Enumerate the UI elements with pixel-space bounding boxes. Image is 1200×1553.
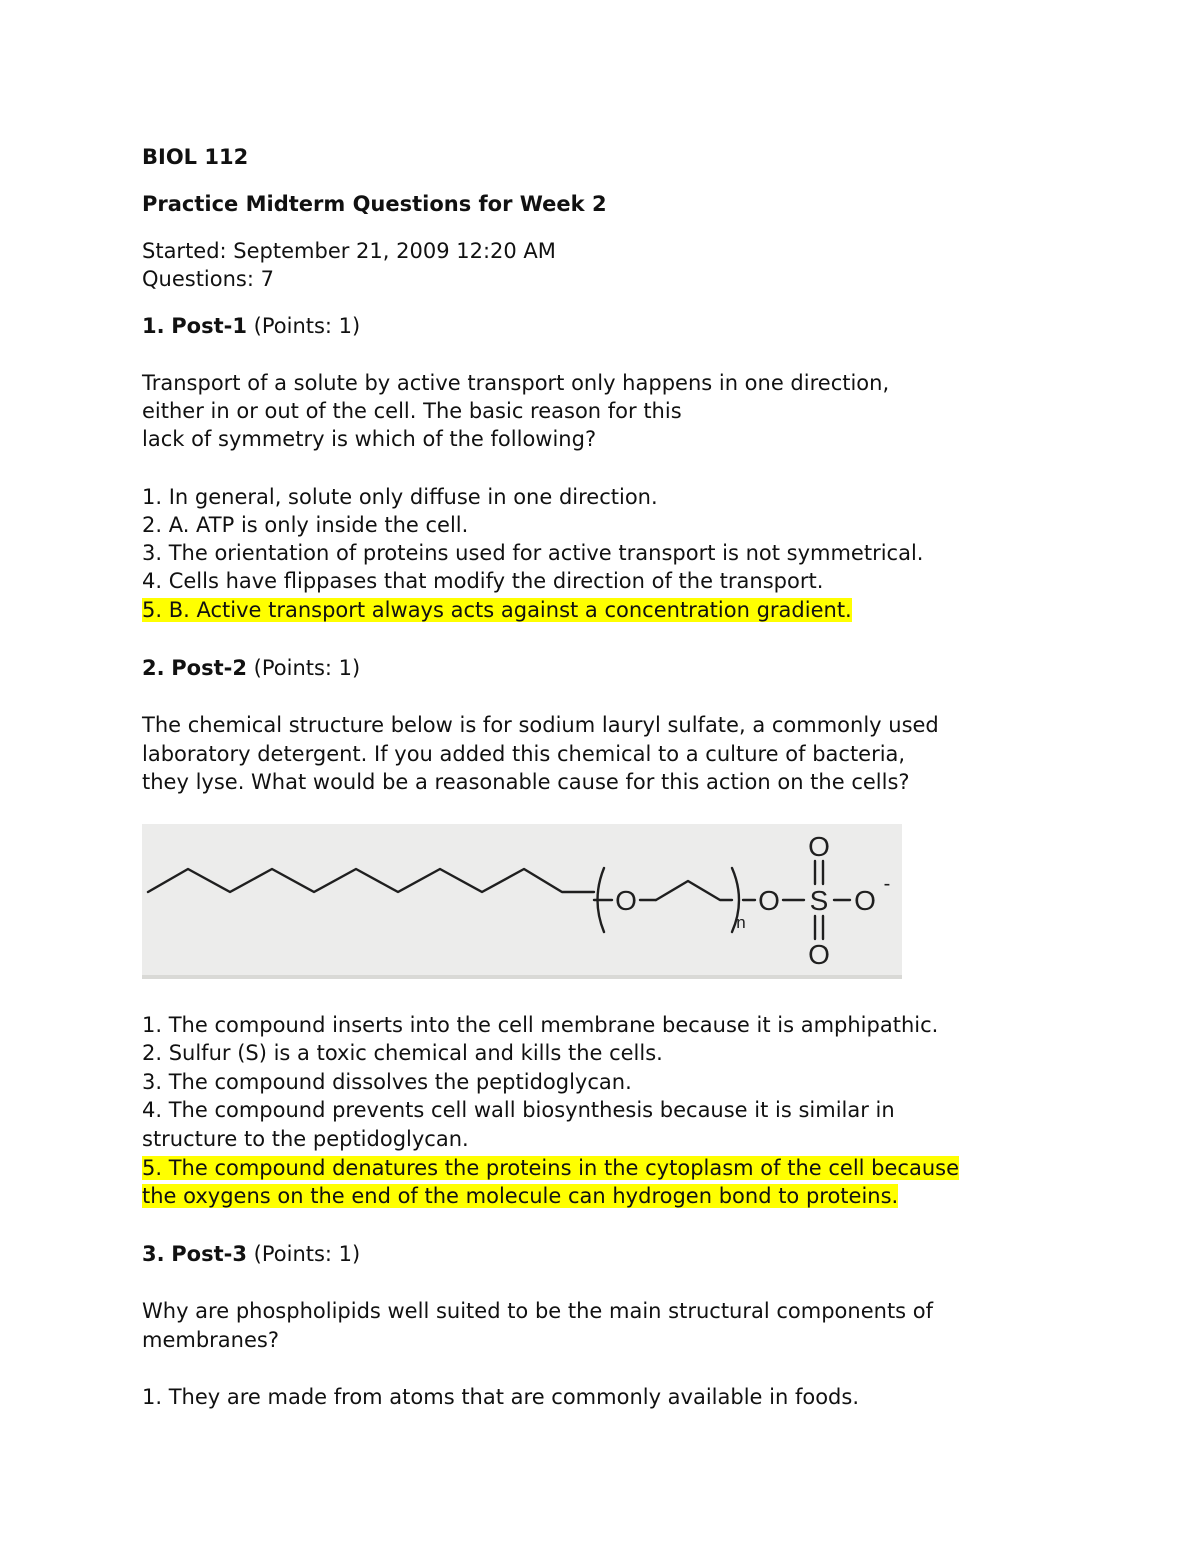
highlighted-answer: 5. The compound denatures the proteins in the cytoplasm of the cell because	[142, 1156, 960, 1180]
question-2-answer-highlighted	[142, 1154, 959, 1182]
question-count: Questions: 7	[142, 267, 274, 291]
question-1-option: 1. In general, solute only diffuse in one direction.	[142, 485, 658, 509]
question-2-option: 1. The compound inserts into the cell membrane because it is amphipathic.	[142, 1013, 939, 1037]
question-2-prompt: The chemical structure below is for sodium lauryl sulfate, a commonly used	[142, 713, 939, 737]
question-1-prompt: either in or out of the cell. The basic reason for this	[142, 399, 682, 423]
page-title: Practice Midterm Questions for Week 2	[142, 192, 607, 216]
question-1-prompt: Transport of a solute by active transport only happens in one direction,	[142, 371, 890, 395]
question-2-heading	[142, 654, 360, 682]
started-info: Started: September 21, 2009 12:20 AM	[142, 239, 556, 263]
question-3-option: 1. They are made from atoms that are commonly available in foods.	[142, 1385, 860, 1409]
highlighted-answer: 5. B. Active transport always acts against a concentration gradient.	[142, 598, 852, 622]
question-1-prompt: lack of symmetry is which of the following?	[142, 427, 597, 451]
oxygen-atom-label: O	[615, 885, 637, 916]
oxygen-atom-label: O	[758, 885, 780, 916]
question-number: 3.	[142, 1242, 165, 1266]
sodium-lauryl-sulfate-structure	[142, 824, 902, 979]
question-2-prompt: they lyse. What would be a reasonable cause for this action on the cells?	[142, 770, 910, 794]
question-2-prompt: laboratory detergent. If you added this chemical to a culture of bacteria,	[142, 742, 906, 766]
question-3-prompt: Why are phospholipids well suited to be the main structural components of	[142, 1299, 934, 1323]
question-name: Post-2	[171, 656, 247, 680]
question-name: Post-1	[171, 314, 247, 338]
oxygen-atom-label: O	[808, 939, 830, 970]
subscript-n-label: n	[736, 913, 746, 932]
question-3-prompt: membranes?	[142, 1328, 279, 1352]
ethoxy-chain	[656, 881, 732, 900]
question-points: (Points: 1)	[253, 1242, 361, 1266]
question-2-option: 3. The compound dissolves the peptidoglycan.	[142, 1070, 632, 1094]
negative-charge-label: -	[883, 873, 891, 895]
question-number: 2.	[142, 656, 165, 680]
highlighted-answer: the oxygens on the end of the molecule can hydrogen bond to proteins.	[142, 1184, 899, 1208]
question-3-heading	[142, 1240, 360, 1268]
question-2-option: 4. The compound prevents cell wall biosynthesis because it is similar in	[142, 1098, 895, 1122]
alkyl-chain	[148, 869, 594, 892]
question-2-answer-highlighted	[142, 1182, 898, 1210]
question-1-heading	[142, 312, 360, 340]
question-1-answer-highlighted	[142, 596, 852, 624]
question-name: Post-3	[171, 1242, 247, 1266]
oxygen-atom-label: O	[808, 831, 830, 862]
question-1-option: 2. A. ATP is only inside the cell.	[142, 513, 469, 537]
question-points: (Points: 1)	[253, 314, 361, 338]
question-points: (Points: 1)	[253, 656, 361, 680]
oxygen-atom-label: O	[854, 885, 876, 916]
question-2-option: structure to the peptidoglycan.	[142, 1127, 469, 1151]
question-number: 1.	[142, 314, 165, 338]
chemical-structure-diagram	[142, 824, 902, 975]
question-1-option: 3. The orientation of proteins used for active transport is not symmetrical.	[142, 541, 924, 565]
question-1-option: 4. Cells have flippases that modify the direction of the transport.	[142, 569, 824, 593]
question-2-option: 2. Sulfur (S) is a toxic chemical and kills the cells.	[142, 1041, 663, 1065]
course-code: BIOL 112	[142, 145, 249, 169]
sulfur-atom-label: S	[809, 885, 829, 916]
